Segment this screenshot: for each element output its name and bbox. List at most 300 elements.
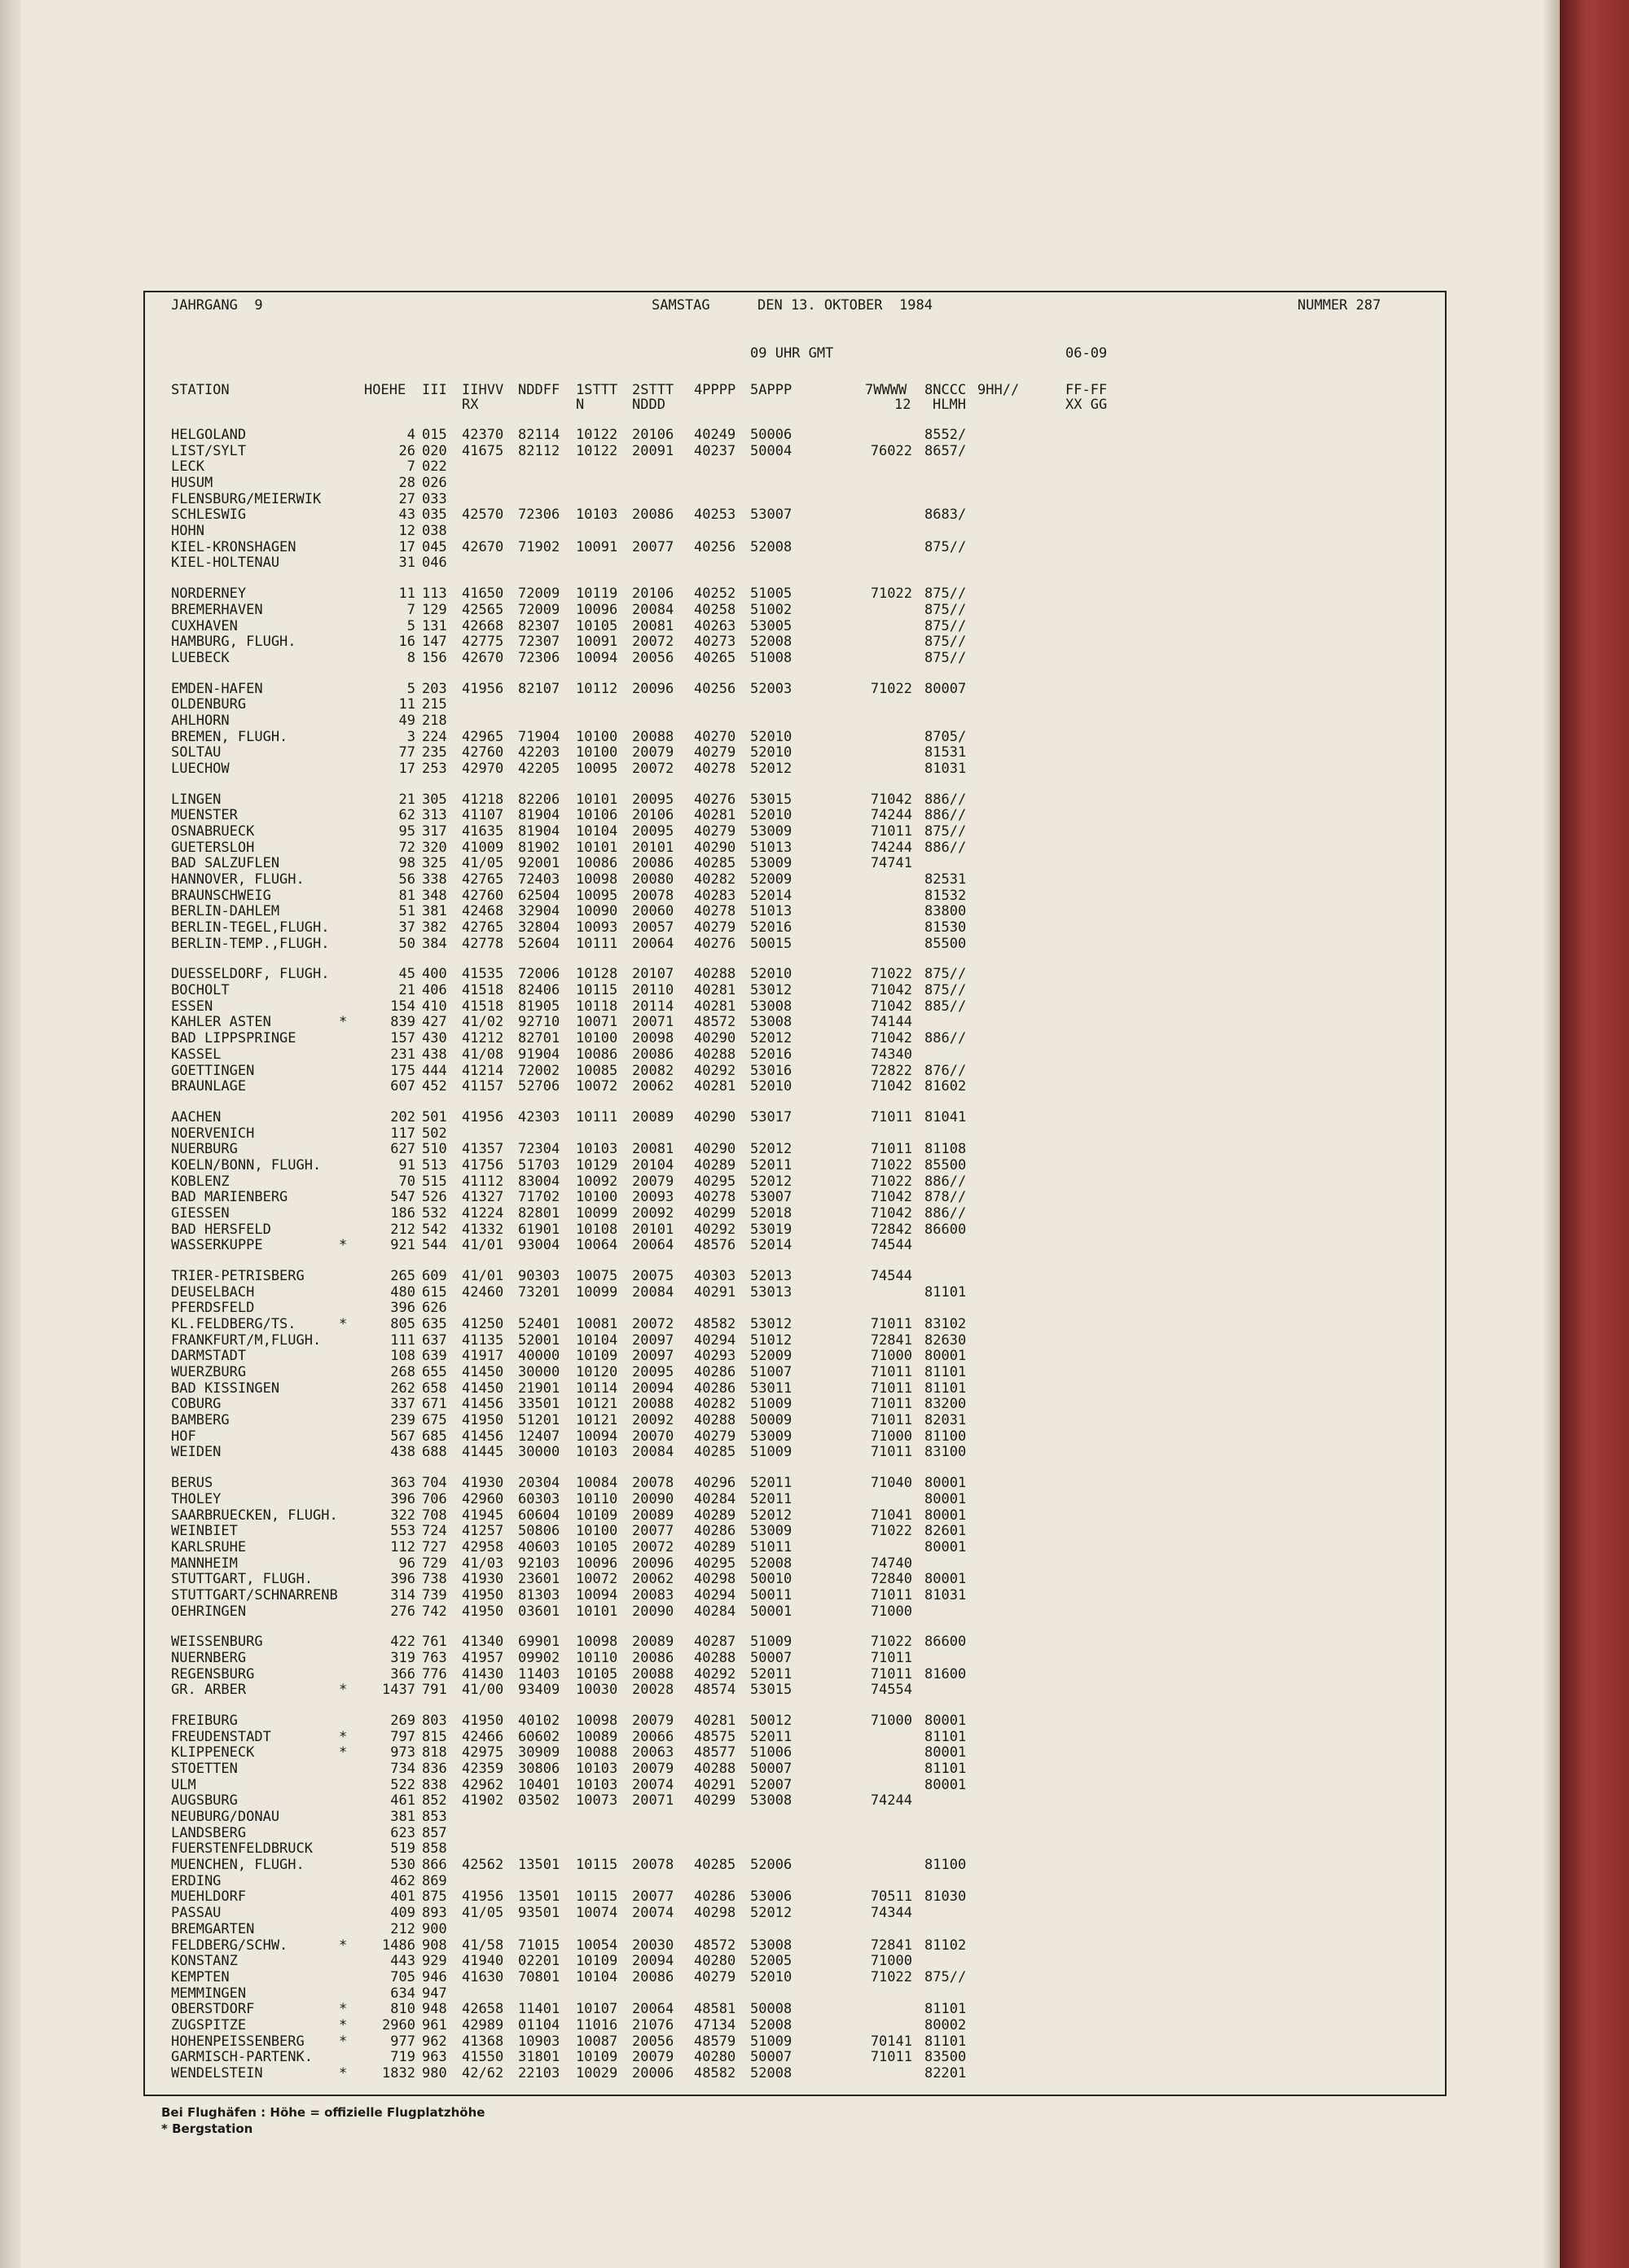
group-8nccc: 81532 — [924, 887, 967, 904]
station-height: 31 — [398, 555, 415, 572]
station-name: ERDING — [171, 1872, 222, 1889]
group-1sttt: 10101 — [576, 839, 618, 856]
group-8nccc: 80001 — [924, 1348, 967, 1365]
group-nddff: 33501 — [518, 1396, 560, 1413]
group-5appp: 52010 — [750, 966, 793, 983]
group-iihvv: 42958 — [462, 1538, 504, 1555]
station-height: 28 — [398, 475, 415, 491]
station-height: 17 — [398, 538, 415, 555]
group-8nccc: 80001 — [924, 1571, 967, 1588]
station-id: 626 — [422, 1300, 447, 1317]
station-id: 866 — [422, 1857, 447, 1874]
group-4pppp: 40281 — [694, 1713, 736, 1729]
station-id: 513 — [422, 1156, 447, 1173]
group-1sttt: 10095 — [576, 887, 618, 904]
group-5appp: 52012 — [750, 760, 793, 777]
table-row — [0, 1523, 1629, 1539]
group-nddff: 69901 — [518, 1634, 560, 1651]
group-iihvv: 42765 — [462, 919, 504, 936]
col-header-4pppp: 4PPPP — [694, 382, 736, 398]
group-8nccc: 80001 — [924, 1776, 967, 1793]
group-nddff: 61901 — [518, 1221, 560, 1238]
group-4pppp: 40281 — [694, 1078, 736, 1095]
group-nddff: 72306 — [518, 649, 560, 666]
group-1sttt: 10086 — [576, 855, 618, 872]
station-name: PASSAU — [171, 1905, 222, 1922]
table-row — [0, 1840, 1629, 1857]
station-height: 81 — [398, 887, 415, 904]
group-5appp: 52008 — [750, 1555, 793, 1572]
group-2sttt: 20094 — [632, 1380, 674, 1397]
station-id: 708 — [422, 1507, 447, 1524]
group-1sttt: 10112 — [576, 680, 618, 697]
group-2sttt: 20062 — [632, 1571, 674, 1588]
group-5appp: 52007 — [750, 1776, 793, 1793]
group-4pppp: 40253 — [694, 507, 736, 524]
group-nddff: 81902 — [518, 839, 560, 856]
group-5appp: 52016 — [750, 919, 793, 936]
group-2sttt: 20088 — [632, 1665, 674, 1682]
group-5appp: 50010 — [750, 1571, 793, 1588]
group-nddff: 93501 — [518, 1905, 560, 1922]
table-row — [0, 1809, 1629, 1825]
group-4pppp: 48579 — [694, 2033, 736, 2050]
group-8nccc: 80001 — [924, 1490, 967, 1507]
group-1sttt: 10104 — [576, 823, 618, 840]
group-2sttt: 20077 — [632, 538, 674, 555]
station-id: 727 — [422, 1538, 447, 1555]
group-5appp: 52011 — [750, 1665, 793, 1682]
group-1sttt: 10118 — [576, 998, 618, 1015]
group-1sttt: 10109 — [576, 1953, 618, 1970]
table-row — [0, 1268, 1629, 1284]
table-row — [0, 681, 1629, 697]
group-nddff: 09902 — [518, 1649, 560, 1666]
station-name: FELDBERG/SCHW. — [171, 1937, 288, 1954]
station-name: BERLIN-TEGEL,FLUGH. — [171, 919, 330, 936]
group-1sttt: 10096 — [576, 601, 618, 618]
group-1sttt: 10115 — [576, 982, 618, 999]
table-row — [0, 1539, 1629, 1555]
group-4pppp: 40279 — [694, 1968, 736, 1985]
group-nddff: 60303 — [518, 1490, 560, 1507]
table-row — [0, 1985, 1629, 2002]
station-height: 11 — [398, 586, 415, 603]
station-name: BERUS — [171, 1475, 213, 1492]
group-1sttt: 10090 — [576, 903, 618, 920]
station-name: NOERVENICH — [171, 1125, 255, 1142]
group-nddff: 72002 — [518, 1062, 560, 1079]
group-2sttt: 20094 — [632, 1953, 674, 1970]
group-5appp: 52005 — [750, 1953, 793, 1970]
table-row — [0, 1348, 1629, 1364]
table-row — [0, 1141, 1629, 1157]
group-1sttt: 10100 — [576, 1523, 618, 1540]
group-4pppp: 40279 — [694, 1428, 736, 1445]
group-iihvv: 42765 — [462, 871, 504, 888]
station-id: 739 — [422, 1586, 447, 1603]
group-5appp: 52012 — [750, 1141, 793, 1158]
group-7wwww: 70141 — [870, 2033, 912, 2050]
group-7wwww: 71022 — [870, 1968, 912, 1985]
group-5appp: 52008 — [750, 634, 793, 651]
group-nddff: 72009 — [518, 586, 560, 603]
table-row — [0, 761, 1629, 777]
group-5appp: 51006 — [750, 1744, 793, 1761]
group-1sttt: 10100 — [576, 1030, 618, 1047]
group-1sttt: 10121 — [576, 1396, 618, 1413]
group-7wwww: 71042 — [870, 1030, 912, 1047]
group-5appp: 52006 — [750, 1857, 793, 1874]
station-height: 262 — [390, 1380, 415, 1397]
group-5appp: 53009 — [750, 1523, 793, 1540]
station-height: 26 — [398, 442, 415, 459]
station-name: WEISSENBURG — [171, 1634, 263, 1651]
station-name: HANNOVER, FLUGH. — [171, 871, 305, 888]
group-iihvv: 41550 — [462, 2049, 504, 2066]
table-row — [0, 1825, 1629, 1841]
group-nddff: 40102 — [518, 1713, 560, 1729]
group-iihvv: 42970 — [462, 760, 504, 777]
group-nddff: 93409 — [518, 1682, 560, 1699]
group-nddff: 51703 — [518, 1156, 560, 1173]
group-7wwww: 71042 — [870, 1204, 912, 1222]
group-2sttt: 20089 — [632, 1507, 674, 1524]
group-1sttt: 10103 — [576, 507, 618, 524]
group-7wwww: 71011 — [870, 1141, 912, 1158]
group-1sttt: 10030 — [576, 1682, 618, 1699]
station-id: 045 — [422, 538, 447, 555]
station-height: 547 — [390, 1189, 415, 1206]
table-row — [0, 1761, 1629, 1777]
group-iihvv: 41957 — [462, 1649, 504, 1666]
station-id: 406 — [422, 982, 447, 999]
group-4pppp: 40281 — [694, 998, 736, 1015]
mountain-marker: * — [339, 2001, 348, 2018]
group-2sttt: 20080 — [632, 871, 674, 888]
station-name: HOF — [171, 1428, 196, 1445]
station-id: 381 — [422, 903, 447, 920]
group-7wwww: 71022 — [870, 586, 912, 603]
station-name: BRAUNLAGE — [171, 1078, 247, 1095]
group-2sttt: 20079 — [632, 2049, 674, 2066]
group-5appp: 51005 — [750, 586, 793, 603]
group-2sttt: 20086 — [632, 1968, 674, 1985]
group-1sttt: 10109 — [576, 1507, 618, 1524]
station-name: TRIER-PETRISBERG — [171, 1268, 305, 1284]
group-2sttt: 20095 — [632, 823, 674, 840]
group-1sttt: 10104 — [576, 1331, 618, 1349]
group-4pppp: 40286 — [694, 1380, 736, 1397]
group-7wwww: 71022 — [870, 1523, 912, 1540]
group-5appp: 53012 — [750, 982, 793, 999]
group-4pppp: 40285 — [694, 1444, 736, 1461]
group-nddff: 72006 — [518, 966, 560, 983]
group-5appp: 51007 — [750, 1364, 793, 1380]
group-2sttt: 20086 — [632, 507, 674, 524]
station-height: 276 — [390, 1603, 415, 1620]
station-height: 634 — [390, 1985, 415, 2002]
group-2sttt: 20086 — [632, 1046, 674, 1063]
station-name: NEUBURG/DONAU — [171, 1809, 280, 1825]
group-2sttt: 20107 — [632, 966, 674, 983]
group-1sttt: 10120 — [576, 1364, 618, 1380]
station-id: 637 — [422, 1331, 447, 1349]
group-4pppp: 40291 — [694, 1283, 736, 1301]
station-height: 37 — [398, 919, 415, 936]
group-5appp: 53007 — [750, 507, 793, 524]
station-id: 893 — [422, 1905, 447, 1922]
station-id: 542 — [422, 1221, 447, 1238]
group-5appp: 51009 — [750, 1634, 793, 1651]
group-nddff: 62504 — [518, 887, 560, 904]
group-1sttt: 10093 — [576, 919, 618, 936]
station-id: 452 — [422, 1078, 447, 1095]
group-iihvv: 42565 — [462, 601, 504, 618]
group-iihvv: 41/05 — [462, 1905, 504, 1922]
mountain-marker: * — [339, 1937, 348, 1954]
station-name: MUENCHEN, FLUGH. — [171, 1857, 305, 1874]
group-nddff: 83004 — [518, 1173, 560, 1190]
group-7wwww: 71040 — [870, 1475, 912, 1492]
group-8nccc: 875// — [924, 649, 967, 666]
group-8nccc: 886// — [924, 1204, 967, 1222]
group-8nccc: 81031 — [924, 760, 967, 777]
group-2sttt: 20072 — [632, 1316, 674, 1332]
group-2sttt: 20081 — [632, 617, 674, 634]
group-5appp: 53008 — [750, 1937, 793, 1954]
group-iihvv: 41756 — [462, 1156, 504, 1173]
group-iihvv: 41/02 — [462, 1014, 504, 1031]
group-7wwww: 71011 — [870, 1380, 912, 1397]
group-iihvv: 42778 — [462, 935, 504, 952]
group-1sttt: 10072 — [576, 1571, 618, 1588]
group-nddff: 03601 — [518, 1603, 560, 1620]
station-id: 131 — [422, 617, 447, 634]
group-7wwww: 71000 — [870, 1428, 912, 1445]
group-4pppp: 40293 — [694, 1348, 736, 1365]
station-id: 532 — [422, 1204, 447, 1222]
group-2sttt: 20084 — [632, 601, 674, 618]
group-8nccc: 81101 — [924, 2033, 967, 2050]
group-4pppp: 40288 — [694, 966, 736, 983]
group-5appp: 52014 — [750, 887, 793, 904]
table-row — [0, 1364, 1629, 1380]
group-4pppp: 40295 — [694, 1173, 736, 1190]
col-header-iii: III — [422, 382, 447, 398]
group-iihvv: 41450 — [462, 1380, 504, 1397]
group-2sttt: 20090 — [632, 1490, 674, 1507]
group-iihvv: 42670 — [462, 538, 504, 555]
group-nddff: 60604 — [518, 1507, 560, 1524]
group-8nccc: 80001 — [924, 1475, 967, 1492]
station-height: 16 — [398, 634, 415, 651]
group-nddff: 52401 — [518, 1316, 560, 1332]
station-name: THOLEY — [171, 1490, 222, 1507]
station-height: 396 — [390, 1300, 415, 1317]
group-8nccc: 875// — [924, 982, 967, 999]
table-row — [0, 1237, 1629, 1253]
group-nddff: 12407 — [518, 1428, 560, 1445]
group-7wwww: 74740 — [870, 1555, 912, 1572]
station-name: STOETTEN — [171, 1761, 238, 1777]
group-1sttt: 10101 — [576, 791, 618, 808]
group-4pppp: 40294 — [694, 1586, 736, 1603]
group-4pppp: 40292 — [694, 1665, 736, 1682]
table-row — [0, 1332, 1629, 1349]
station-id: 430 — [422, 1030, 447, 1047]
col-header-ff: FF-FF — [1065, 382, 1108, 398]
station-height: 530 — [390, 1857, 415, 1874]
station-height: 1437 — [382, 1682, 415, 1699]
table-row — [0, 729, 1629, 745]
group-5appp: 53012 — [750, 1316, 793, 1332]
station-name: KIEL-KRONSHAGEN — [171, 538, 296, 555]
group-4pppp: 40285 — [694, 1857, 736, 1874]
station-name: OLDENBURG — [171, 696, 247, 713]
station-id: 980 — [422, 2064, 447, 2082]
group-7wwww: 71000 — [870, 1348, 912, 1365]
station-height: 212 — [390, 1221, 415, 1238]
group-8nccc: 86600 — [924, 1634, 967, 1651]
table-row — [0, 1905, 1629, 1921]
group-nddff: 70801 — [518, 1968, 560, 1985]
station-name: NUERBURG — [171, 1141, 238, 1158]
station-name: MUEHLDORF — [171, 1889, 247, 1906]
station-height: 77 — [398, 744, 415, 761]
col-header-5appp: 5APPP — [750, 382, 793, 398]
group-1sttt: 10085 — [576, 1062, 618, 1079]
group-4pppp: 48574 — [694, 1682, 736, 1699]
group-8nccc: 8683/ — [924, 507, 967, 524]
group-nddff: 72306 — [518, 507, 560, 524]
group-7wwww: 71022 — [870, 1156, 912, 1173]
table-row — [0, 539, 1629, 555]
station-id: 320 — [422, 839, 447, 856]
group-8nccc: 80001 — [924, 1507, 967, 1524]
group-5appp: 50004 — [750, 442, 793, 459]
table-row — [0, 1063, 1629, 1079]
group-8nccc: 82201 — [924, 2064, 967, 2082]
group-5appp: 50011 — [750, 1586, 793, 1603]
mountain-marker: * — [339, 1744, 348, 1761]
group-4pppp: 40298 — [694, 1905, 736, 1922]
group-nddff: 52001 — [518, 1331, 560, 1349]
table-row — [0, 1713, 1629, 1729]
group-2sttt: 20079 — [632, 744, 674, 761]
group-8nccc: 876// — [924, 1062, 967, 1079]
group-1sttt: 10072 — [576, 1078, 618, 1095]
station-height: 49 — [398, 712, 415, 729]
group-8nccc: 80001 — [924, 1713, 967, 1729]
station-name: AHLHORN — [171, 712, 230, 729]
group-nddff: 31801 — [518, 2049, 560, 2066]
station-id: 035 — [422, 507, 447, 524]
group-1sttt: 10099 — [576, 1283, 618, 1301]
table-row — [0, 903, 1629, 919]
group-5appp: 52012 — [750, 1507, 793, 1524]
station-name: STUTTGART/SCHNARRENB — [171, 1586, 338, 1603]
station-height: 519 — [390, 1840, 415, 1858]
group-nddff: 21901 — [518, 1380, 560, 1397]
station-height: 239 — [390, 1412, 415, 1429]
table-row — [0, 1571, 1629, 1587]
group-1sttt: 10111 — [576, 935, 618, 952]
group-7wwww: 74144 — [870, 1014, 912, 1031]
table-row — [0, 1491, 1629, 1507]
station-id: 704 — [422, 1475, 447, 1492]
table-row — [0, 427, 1629, 443]
group-8nccc: 81602 — [924, 1078, 967, 1095]
station-name: KIEL-HOLTENAU — [171, 555, 280, 572]
station-height: 381 — [390, 1809, 415, 1825]
group-5appp: 51009 — [750, 1444, 793, 1461]
group-1sttt: 10094 — [576, 1428, 618, 1445]
group-5appp: 50007 — [750, 2049, 793, 2066]
station-height: 212 — [390, 1920, 415, 1937]
group-nddff: 82206 — [518, 791, 560, 808]
group-8nccc: 81030 — [924, 1889, 967, 1906]
group-iihvv: 42359 — [462, 1761, 504, 1777]
group-nddff: 91904 — [518, 1046, 560, 1063]
group-5appp: 52014 — [750, 1237, 793, 1254]
station-name: ULM — [171, 1776, 196, 1793]
group-4pppp: 48581 — [694, 2001, 736, 2018]
group-4pppp: 48572 — [694, 1937, 736, 1954]
station-id: 729 — [422, 1555, 447, 1572]
table-row — [0, 1030, 1629, 1046]
group-8nccc: 81100 — [924, 1857, 967, 1874]
group-iihvv: 41956 — [462, 1889, 504, 1906]
group-iihvv: 41/00 — [462, 1682, 504, 1699]
group-7wwww: 71042 — [870, 982, 912, 999]
table-row — [0, 840, 1629, 856]
col-subheader-xxgg: XX GG — [1065, 397, 1108, 413]
station-id: 313 — [422, 807, 447, 824]
group-7wwww: 71022 — [870, 966, 912, 983]
group-2sttt: 20071 — [632, 1014, 674, 1031]
group-iihvv: 41902 — [462, 1792, 504, 1810]
group-2sttt: 21076 — [632, 2016, 674, 2033]
station-name: KOELN/BONN, FLUGH. — [171, 1156, 322, 1173]
group-5appp: 51008 — [750, 649, 793, 666]
station-id: 438 — [422, 1046, 447, 1063]
group-1sttt: 10100 — [576, 728, 618, 745]
group-8nccc: 885// — [924, 998, 967, 1015]
mountain-marker: * — [339, 1316, 348, 1332]
station-height: 108 — [390, 1348, 415, 1365]
station-id: 836 — [422, 1761, 447, 1777]
group-7wwww: 71022 — [870, 1173, 912, 1190]
group-1sttt: 10100 — [576, 744, 618, 761]
group-nddff: 93004 — [518, 1237, 560, 1254]
group-5appp: 52009 — [750, 871, 793, 888]
group-iihvv: 42370 — [462, 427, 504, 443]
group-4pppp: 40287 — [694, 1634, 736, 1651]
station-height: 319 — [390, 1649, 415, 1666]
table-row — [0, 936, 1629, 952]
group-2sttt: 20092 — [632, 1412, 674, 1429]
group-4pppp: 40252 — [694, 586, 736, 603]
group-iihvv: 41518 — [462, 982, 504, 999]
station-height: 265 — [390, 1268, 415, 1284]
station-name: WUERZBURG — [171, 1364, 247, 1380]
group-1sttt: 10108 — [576, 1221, 618, 1238]
mountain-marker: * — [339, 2033, 348, 2050]
station-name: LANDSBERG — [171, 1824, 247, 1841]
group-8nccc: 886// — [924, 1030, 967, 1047]
group-1sttt: 10094 — [576, 1586, 618, 1603]
